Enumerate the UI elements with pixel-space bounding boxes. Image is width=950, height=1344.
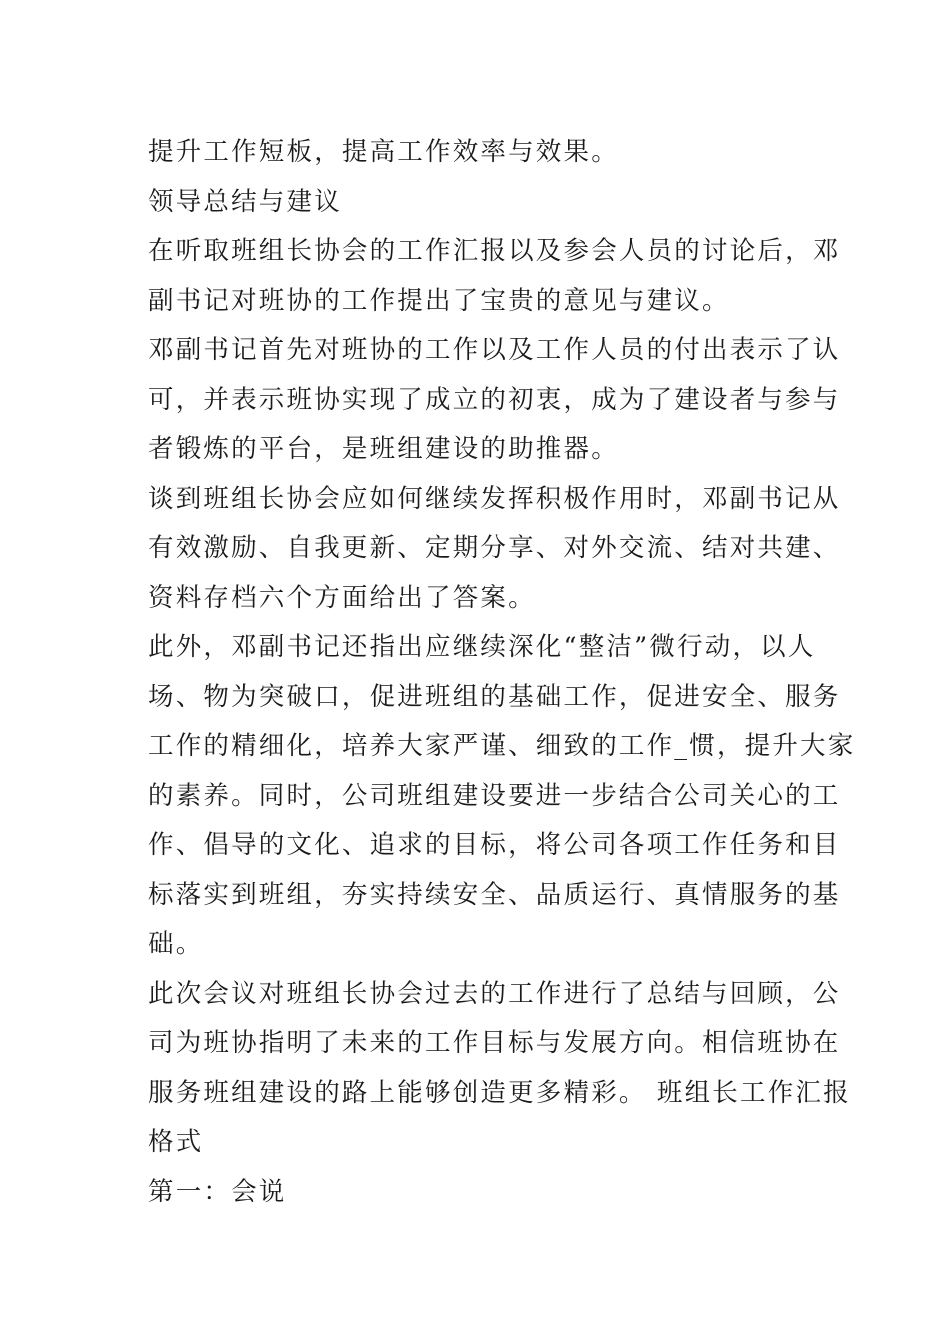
section-heading: 领导总结与建议	[148, 186, 342, 217]
text-line: 资料存档六个方面给出了答案。	[148, 582, 536, 613]
text-line: 副书记对班协的工作提出了宝贵的意见与建议。	[148, 285, 730, 316]
text-line: 司为班协指明了未来的工作目标与发展方向。相信班协在	[148, 1028, 841, 1058]
document-body	[148, 128, 856, 1217]
text-line: 谈到班组长协会应如何继续发挥积极作用时，邓副书记从	[148, 483, 841, 514]
text-line: 在听取班组长协会的工作汇报以及参会人员的讨论后，邓	[148, 236, 841, 266]
text-line: 邓副书记首先对班协的工作以及工作人员的付出表示了认	[148, 335, 841, 365]
text-line: 础。	[148, 929, 204, 959]
text-line: 场、物为突破口，促进班组的基础工作，促进安全、服务	[148, 681, 841, 712]
text-line: 服务班组建设的路上能够创造更多精彩。 班组长工作汇报	[148, 1077, 851, 1108]
text-line: 可，并表示班协实现了成立的初衷，成为了建设者与参与	[148, 384, 841, 415]
text-line: 的素养。同时，公司班组建设要进一步结合公司关心的工	[148, 780, 841, 811]
text-line: 标落实到班组，夯实持续安全、品质运行、真情服务的基	[148, 879, 841, 910]
text-line: 此次会议对班组长协会过去的工作进行了总结与回顾，公	[148, 978, 841, 1009]
text-line: 提升工作短板，提高工作效率与效果。	[148, 137, 619, 167]
text-line: 作、倡导的文化、追求的目标，将公司各项工作任务和目	[148, 830, 841, 860]
text-line: 有效激励、自我更新、定期分享、对外交流、结对共建、	[148, 533, 841, 563]
section-heading: 第一：会说	[148, 1176, 287, 1207]
text-line: 格式	[148, 1127, 204, 1157]
text-line: 者锻炼的平台，是班组建设的助推器。	[148, 434, 619, 464]
text-line: 工作的精细化，培养大家严谨、细致的工作_惯，提升大家	[148, 731, 856, 761]
text-line: 此外，邓副书记还指出应继续深化“整洁”微行动，以人	[148, 632, 816, 662]
